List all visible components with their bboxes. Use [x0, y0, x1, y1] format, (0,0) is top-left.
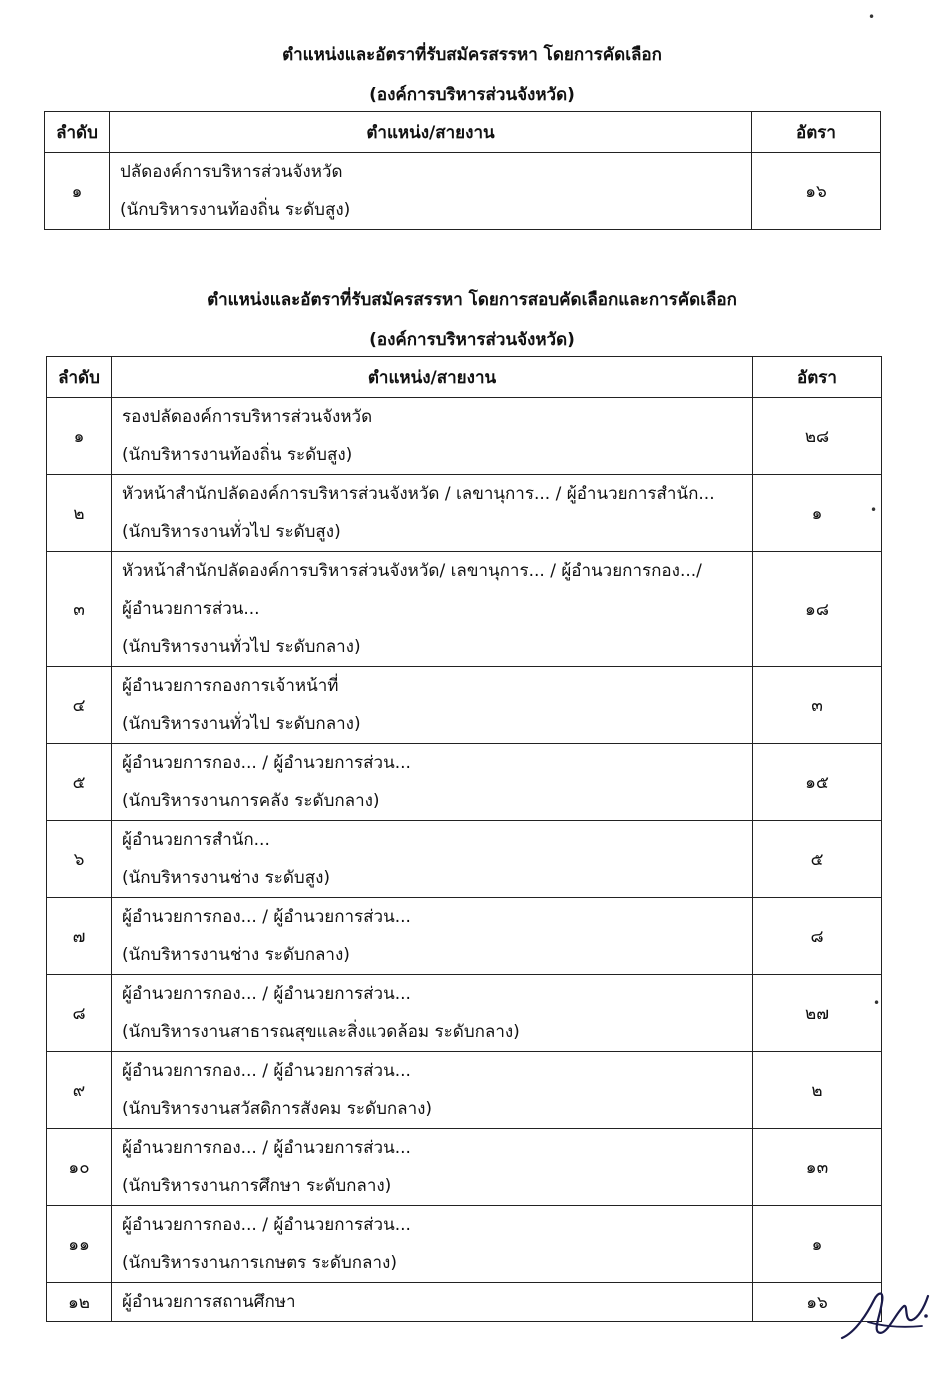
row-number: ๑๐	[47, 1129, 112, 1206]
row-number: ๙	[47, 1052, 112, 1129]
row-number: ๑	[45, 153, 110, 230]
row-number: ๕	[47, 744, 112, 821]
rate-cell: ๑	[753, 475, 882, 552]
position-line: ผู้อำนวยการกอง... / ผู้อำนวยการส่วน...	[122, 907, 411, 927]
position-line: (นักบริหารงานสวัสดิการสังคม ระดับกลาง)	[122, 1099, 433, 1119]
header-no: ลำดับ	[45, 112, 110, 153]
table-row	[47, 475, 882, 552]
row-number: ๔	[47, 667, 112, 744]
position-line: ผู้อำนวยการกอง... / ผู้อำนวยการส่วน...	[122, 1061, 411, 1081]
position-line: ผู้อำนวยการสถานศึกษา	[122, 1292, 296, 1312]
position-cell	[112, 898, 753, 975]
table-row	[47, 1129, 882, 1206]
row-number: ๘	[47, 975, 112, 1052]
position-cell	[112, 1129, 753, 1206]
row-number: ๖	[47, 821, 112, 898]
position-line: ผู้อำนวยการกอง... / ผู้อำนวยการส่วน...	[122, 753, 411, 773]
table-row	[47, 667, 882, 744]
position-cell	[112, 821, 753, 898]
signature-dot	[924, 1314, 928, 1318]
position-line: ผู้อำนวยการกอง... / ผู้อำนวยการส่วน...	[122, 984, 411, 1004]
table-row	[47, 898, 882, 975]
position-line: (นักบริหารงานการเกษตร ระดับกลาง)	[122, 1253, 397, 1273]
handwritten-signature	[838, 1282, 934, 1346]
row-number: ๑๑	[47, 1206, 112, 1283]
header-position: ตำแหน่ง/สายงาน	[112, 357, 753, 398]
table-section2	[46, 356, 882, 1322]
position-line: ผู้อำนวยการกองการเจ้าหน้าที่	[122, 676, 339, 696]
position-line: (นักบริหารงานการคลัง ระดับกลาง)	[122, 791, 380, 811]
position-cell	[112, 1206, 753, 1283]
rate-cell: ๑๓	[753, 1129, 882, 1206]
rate-cell: ๒	[753, 1052, 882, 1129]
rate-cell: ๒๘	[753, 398, 882, 475]
position-line: (นักบริหารงานทั่วไป ระดับสูง)	[122, 522, 341, 542]
position-line: หัวหน้าสำนักปลัดองค์การบริหารส่วนจังหวัด/ เลขานุการ... / ผู้อำนวยการกอง.../	[122, 561, 702, 581]
rate-cell: ๕	[753, 821, 882, 898]
position-line: (นักบริหารงานช่าง ระดับกลาง)	[122, 945, 350, 965]
table-row	[47, 398, 882, 475]
rate-cell: ๑๖	[752, 153, 881, 230]
rate-cell: ๑๖	[753, 1283, 882, 1322]
rate-cell: ๓	[753, 667, 882, 744]
header-rate: อัตรา	[753, 357, 882, 398]
header-no: ลำดับ	[47, 357, 112, 398]
position-line: ผู้อำนวยการกอง... / ผู้อำนวยการส่วน...	[122, 1215, 411, 1235]
position-cell	[112, 1283, 753, 1322]
rate-cell: ๑๘	[753, 552, 882, 667]
row-number: ๓	[47, 552, 112, 667]
position-line: ผู้อำนวยการสำนัก...	[122, 830, 270, 850]
signature-stroke	[842, 1294, 928, 1339]
rate-cell: ๑	[753, 1206, 882, 1283]
section2-subtitle: (องค์การบริหารส่วนจังหวัด)	[369, 330, 575, 350]
position-cell	[112, 552, 753, 667]
position-line: รองปลัดองค์การบริหารส่วนจังหวัด	[122, 407, 373, 427]
position-line: (นักบริหารงานท้องถิ่น ระดับสูง)	[122, 445, 353, 465]
table-header-row	[47, 357, 882, 398]
position-line: (นักบริหารงานทั่วไป ระดับกลาง)	[122, 714, 361, 734]
table-header-row	[45, 112, 881, 153]
section2-title: ตำแหน่งและอัตราที่รับสมัครสรรหา โดยการสอบคัดเลือกและการคัดเลือก	[207, 290, 737, 310]
position-cell	[110, 153, 752, 230]
position-cell	[112, 475, 753, 552]
section1-title: ตำแหน่งและอัตราที่รับสมัครสรรหา โดยการคัดเลือก	[282, 45, 662, 65]
table-row	[47, 975, 882, 1052]
position-line: ผู้อำนวยการส่วน...	[122, 599, 260, 619]
position-line: (นักบริหารงานช่าง ระดับสูง)	[122, 868, 331, 888]
table-row	[47, 744, 882, 821]
scan-speck: •	[873, 996, 881, 1010]
row-number: ๗	[47, 898, 112, 975]
table-row	[45, 153, 881, 230]
position-line: ปลัดองค์การบริหารส่วนจังหวัด	[120, 162, 343, 182]
position-cell	[112, 975, 753, 1052]
table-row	[47, 1206, 882, 1283]
table-section1	[44, 111, 881, 230]
table-row	[47, 552, 882, 667]
position-line: (นักบริหารงานสาธารณสุขและสิ่งแวดล้อม ระดับกลาง)	[122, 1022, 520, 1042]
section1-subtitle: (องค์การบริหารส่วนจังหวัด)	[369, 85, 575, 105]
row-number: ๑๒	[47, 1283, 112, 1322]
table-row	[47, 821, 882, 898]
position-cell	[112, 398, 753, 475]
position-cell	[112, 1052, 753, 1129]
header-rate: อัตรา	[752, 112, 881, 153]
row-number: ๒	[47, 475, 112, 552]
rate-cell: ๘	[753, 898, 882, 975]
rate-cell: ๑๕	[753, 744, 882, 821]
position-line: (นักบริหารงานการศึกษา ระดับกลาง)	[122, 1176, 392, 1196]
position-line: (นักบริหารงานท้องถิ่น ระดับสูง)	[120, 200, 351, 220]
row-number: ๑	[47, 398, 112, 475]
position-line: ผู้อำนวยการกอง... / ผู้อำนวยการส่วน...	[122, 1138, 411, 1158]
table-row	[47, 1283, 882, 1322]
scan-speck: •	[870, 503, 878, 517]
scan-speck: •	[868, 10, 876, 24]
rate-cell: ๒๗	[753, 975, 882, 1052]
table-row	[47, 1052, 882, 1129]
position-cell	[112, 744, 753, 821]
position-line: (นักบริหารงานทั่วไป ระดับกลาง)	[122, 637, 361, 657]
position-cell	[112, 667, 753, 744]
header-position: ตำแหน่ง/สายงาน	[110, 112, 752, 153]
position-line: หัวหน้าสำนักปลัดองค์การบริหารส่วนจังหวัด / เลขานุการ... / ผู้อำนวยการสำนัก...	[122, 484, 715, 504]
